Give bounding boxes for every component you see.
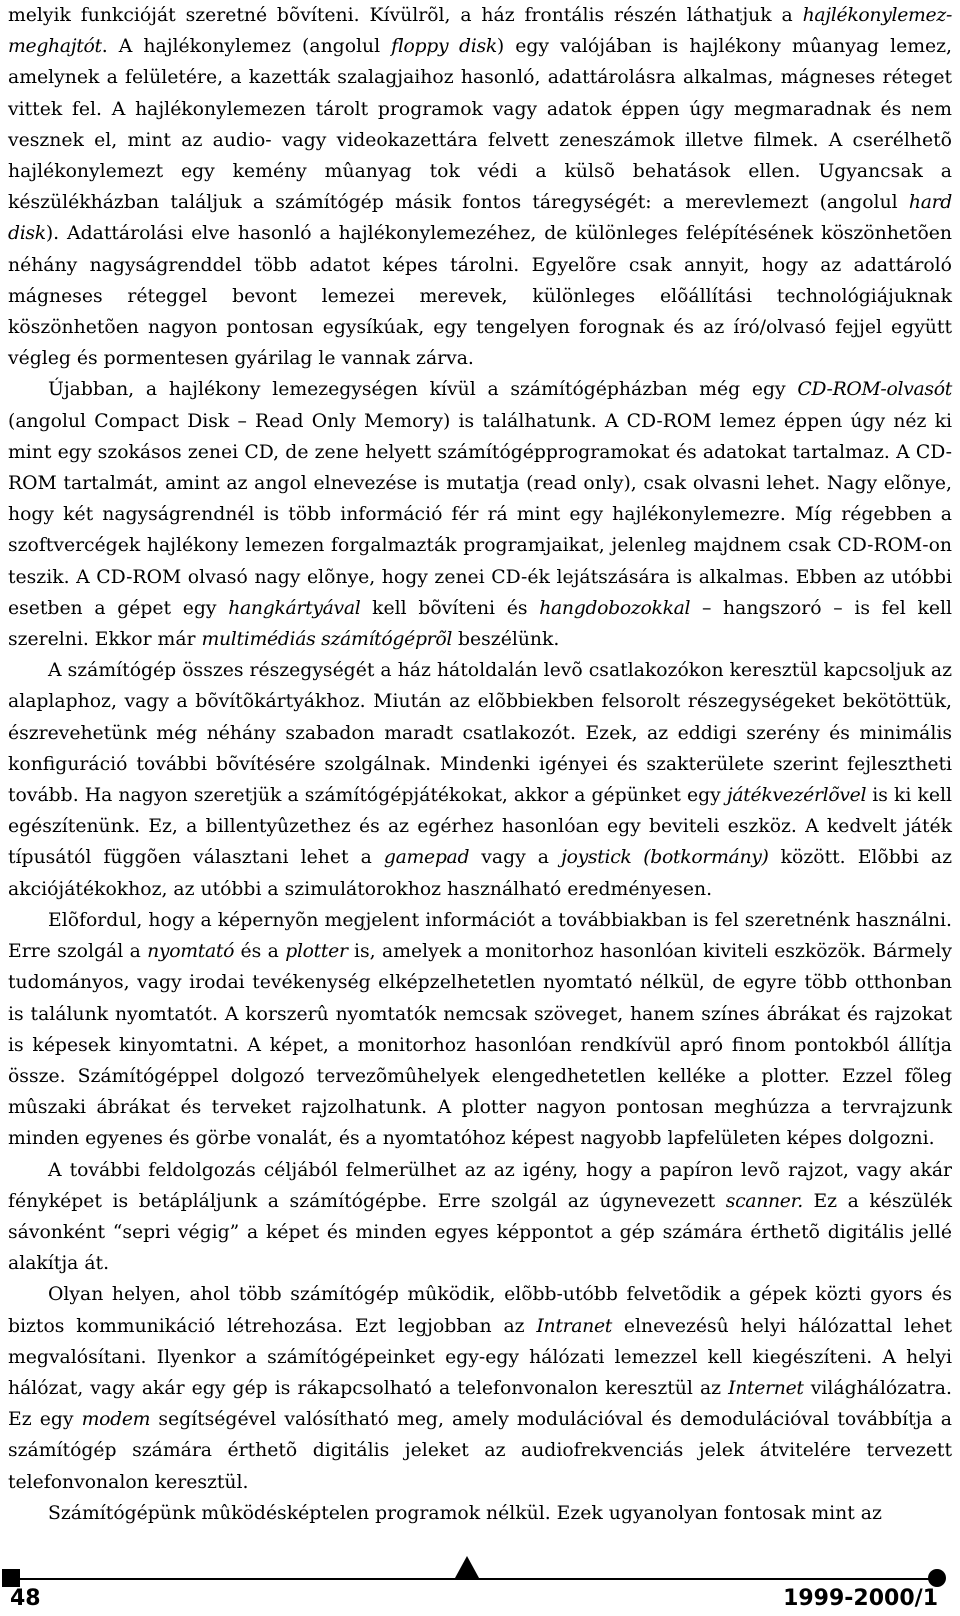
- footer-rule: [18, 1578, 936, 1580]
- text-run: is, amelyek a monitorhoz hasonlóan kiviteli eszközök. Bármely tudományos, vagy irodai tevékenység elképzelhetetlen nyomtató nélkül, de egyre több otthonban is találunk nyomtatót. A korszerû nyomtatók nemcsak szöveget, hanem színes ábrákat és rajzokat is képesek kinyomtatni. A képet, a monitorhoz hasonlóan rendkívül apró finom pontokból állítja össze. Számítógéppel dolgozó tervezõmûhelyek elengedhetetlen kelléke a plotter. Ezzel fõleg mûszaki ábrákat és terveket rajzolhatunk. A plotter nagyon pontosan meghúzza a tervrajzunk minden egyenes és görbe vonalát, és a nyomtatóhoz képest nagyobb lapfelületen képes dolgozni.: [8, 941, 952, 1150]
- paragraph: [8, 374, 952, 655]
- text-run: beszélünk.: [452, 629, 560, 651]
- text-run: segítségével valósítható meg, amely modulációval és demodulációval továbbítja a számítógép számára érthetõ digitális jeleket az audiofrekvenciás jelek átvitelére tervezett telefonvonalon keresztül.: [8, 1409, 952, 1493]
- body-text: [8, 0, 952, 1529]
- italic-term: CD-ROM-olvasót: [797, 379, 952, 401]
- italic-term: hard disk: [8, 192, 952, 245]
- square-marker-icon: [2, 1569, 20, 1587]
- text-run: Ez a készülék sávonként “sepri végig” a képet és minden egyes képpontot a gép számára érthetõ digitális jellé alakítja át.: [8, 1190, 952, 1275]
- text-run: vagy a: [469, 847, 562, 869]
- text-run: Olyan helyen, ahol több számítógép mûködik, elõbb-utóbb felvetõdik a gépek közti gyors és biztos kommunikáció létrehozása. Ezt legjobban az: [8, 1284, 952, 1337]
- text-run: – hangszoró – is fel kell szerelni. Ekkor már: [8, 597, 952, 651]
- italic-term: scanner.: [725, 1190, 803, 1212]
- text-run: Újabban, a hajlékony lemezegységen kívül a számítógépházban még egy: [48, 379, 798, 401]
- page-footer: [0, 1578, 960, 1616]
- triangle-marker-icon: [455, 1556, 479, 1578]
- circle-marker-icon: [928, 1569, 946, 1587]
- paragraph: [8, 1498, 952, 1529]
- italic-term: nyomtató: [147, 941, 235, 963]
- text-run: . A hajlékonylemez (angolul: [101, 36, 392, 58]
- italic-term: Intranet: [536, 1315, 613, 1337]
- paragraph: [8, 905, 952, 1155]
- text-run: és a: [234, 941, 286, 963]
- italic-term: Internet: [728, 1377, 804, 1399]
- italic-term: floppy disk: [391, 36, 497, 58]
- text-run: Elõfordul, hogy a képernyõn megjelent információt a továbbiakban is fel szeretnénk használni. Erre szolgál a: [8, 909, 952, 963]
- italic-term: multimédiás számítógéprõl: [201, 629, 453, 651]
- text-run: A további feldolgozás céljából felmerülhet az az igény, hogy a papíron levõ rajzot, vagy akár fényképet is betápláljunk a számítógépbe. Erre szolgál az úgynevezett: [8, 1159, 952, 1212]
- italic-term: modem: [81, 1409, 151, 1431]
- italic-term: plotter: [285, 941, 348, 963]
- text-run: ). Adattárolási elve hasonló a hajlékonylemezéhez, de különleges felépítésének köszönhetõen néhány nagyságrenddel több adatot képes tárolni. Egyelõre csak annyit, hogy az adattároló mágneses réteggel bevont lemezei merevek, különleges elõállítási technológiájuknak köszönhetõen nagyon pontosan egysíkúak, egy tengelyen forognak és az író/olvasó fejjel együtt végleg és pormentesen gyárilag le vannak zárva.: [8, 223, 952, 370]
- paragraph: [8, 1279, 952, 1497]
- italic-term: joystick (botkormány): [561, 847, 769, 869]
- italic-term: hangkártyával: [228, 597, 361, 619]
- text-run: elnevezésû helyi hálózattal lehet megvalósítani. Ilyenkor a számítógépeinket egy-egy hálózati lemezzel kell kiegészíteni. A helyi hálózat, vagy akár egy gép is rákapcsolható a telefonvonalon keresztül az: [8, 1315, 952, 1399]
- text-run: A számítógép összes részegységét a ház hátoldalán levõ csatlakozókon keresztül kapcsoljuk az alaplaphoz, vagy a bõvítõkártyákhoz. Miután az elõbbiekben felsorolt részegységeket bekötöttük, észrevehetünk még néhány szabadon maradt csatlakozót. Ezek, az eddigi szerény és minimális konfiguráció további bõvítésére szolgálnak. Mindenki igényei és szakterülete szerint fejlesztheti tovább. Ha nagyon szeretjük a számítógépjátékokat, akkor a gépünket egy: [8, 660, 952, 807]
- paragraph: [8, 0, 952, 374]
- text-run: melyik funkcióját szeretné bõvíteni. Kívülrõl, a ház frontális részén láthatjuk a: [8, 5, 803, 26]
- italic-term: hangdobozokkal: [539, 597, 691, 619]
- text-run: világhálózatra. Ez egy: [8, 1377, 952, 1431]
- italic-term: gamepad: [383, 847, 470, 869]
- issue-label: 1999-2000/1: [783, 1586, 938, 1611]
- text-run: (angolul Compact Disk – Read Only Memory) is találhatunk. A CD-ROM lemez éppen úgy néz ki mint egy szokásos zenei CD, de zene helyett számítógépprogramokat és adatokat tartalmaz. A CD-ROM tartalmát, amint az angol elnevezése is mutatja (read only), csak olvasni lehet. Nagy elõnye, hogy két nagyságrendnél is több információ fér rá mint egy hajlékonylemezre. Míg régebben a szoftvercégek hajlékony lemezen forgalmazták programjaikat, jelenleg majdnem csak CD-ROM-on teszik. A CD-ROM olvasó nagy elõnye, hogy zenei CD-ék lejátszására is alkalmas. Ebben az utóbbi esetben a gépet egy: [8, 410, 952, 619]
- text-run: kell bõvíteni és: [360, 597, 540, 619]
- paragraph: [8, 655, 952, 905]
- text-run: ) egy valójában is hajlékony mûanyag lemez, amelynek a felületére, a kazetták szalagjaihoz hasonló, adattárolásra alkalmas, mágneses réteget vittek fel. A hajlékonylemezen tárolt programok vagy adatok éppen úgy megmaradnak és nem vesznek el, mint az audio- vagy videokazettára felvett zeneszámok illetve filmek. A cserélhetõ hajlékonylemezt egy kemény mûanyag tok védi a külsõ behatások ellen. Ugyancsak a készülékházban találjuk a számítógép másik fontos táregységét: a merevlemezt (angolul: [8, 36, 953, 214]
- italic-term: játékvezérlõvel: [726, 785, 867, 807]
- text-run: Számítógépünk mûködésképtelen programok nélkül. Ezek ugyanolyan fontosak mint az: [48, 1502, 882, 1524]
- italic-term: hajlékonylemez-meghajtót: [8, 5, 952, 58]
- text-run: is ki kell egészítenünk. Ez, a billentyûzethez és az egérhez hasonlóan egy beviteli eszköz. A kedvelt játék típusától függõen választani lehet a: [8, 785, 952, 869]
- text-run: között. Elõbbi az akciójátékokhoz, az utóbbi a szimulátorokhoz használható eredményesen.: [8, 847, 952, 900]
- page-number: 48: [10, 1586, 41, 1611]
- paragraph: [8, 1155, 952, 1280]
